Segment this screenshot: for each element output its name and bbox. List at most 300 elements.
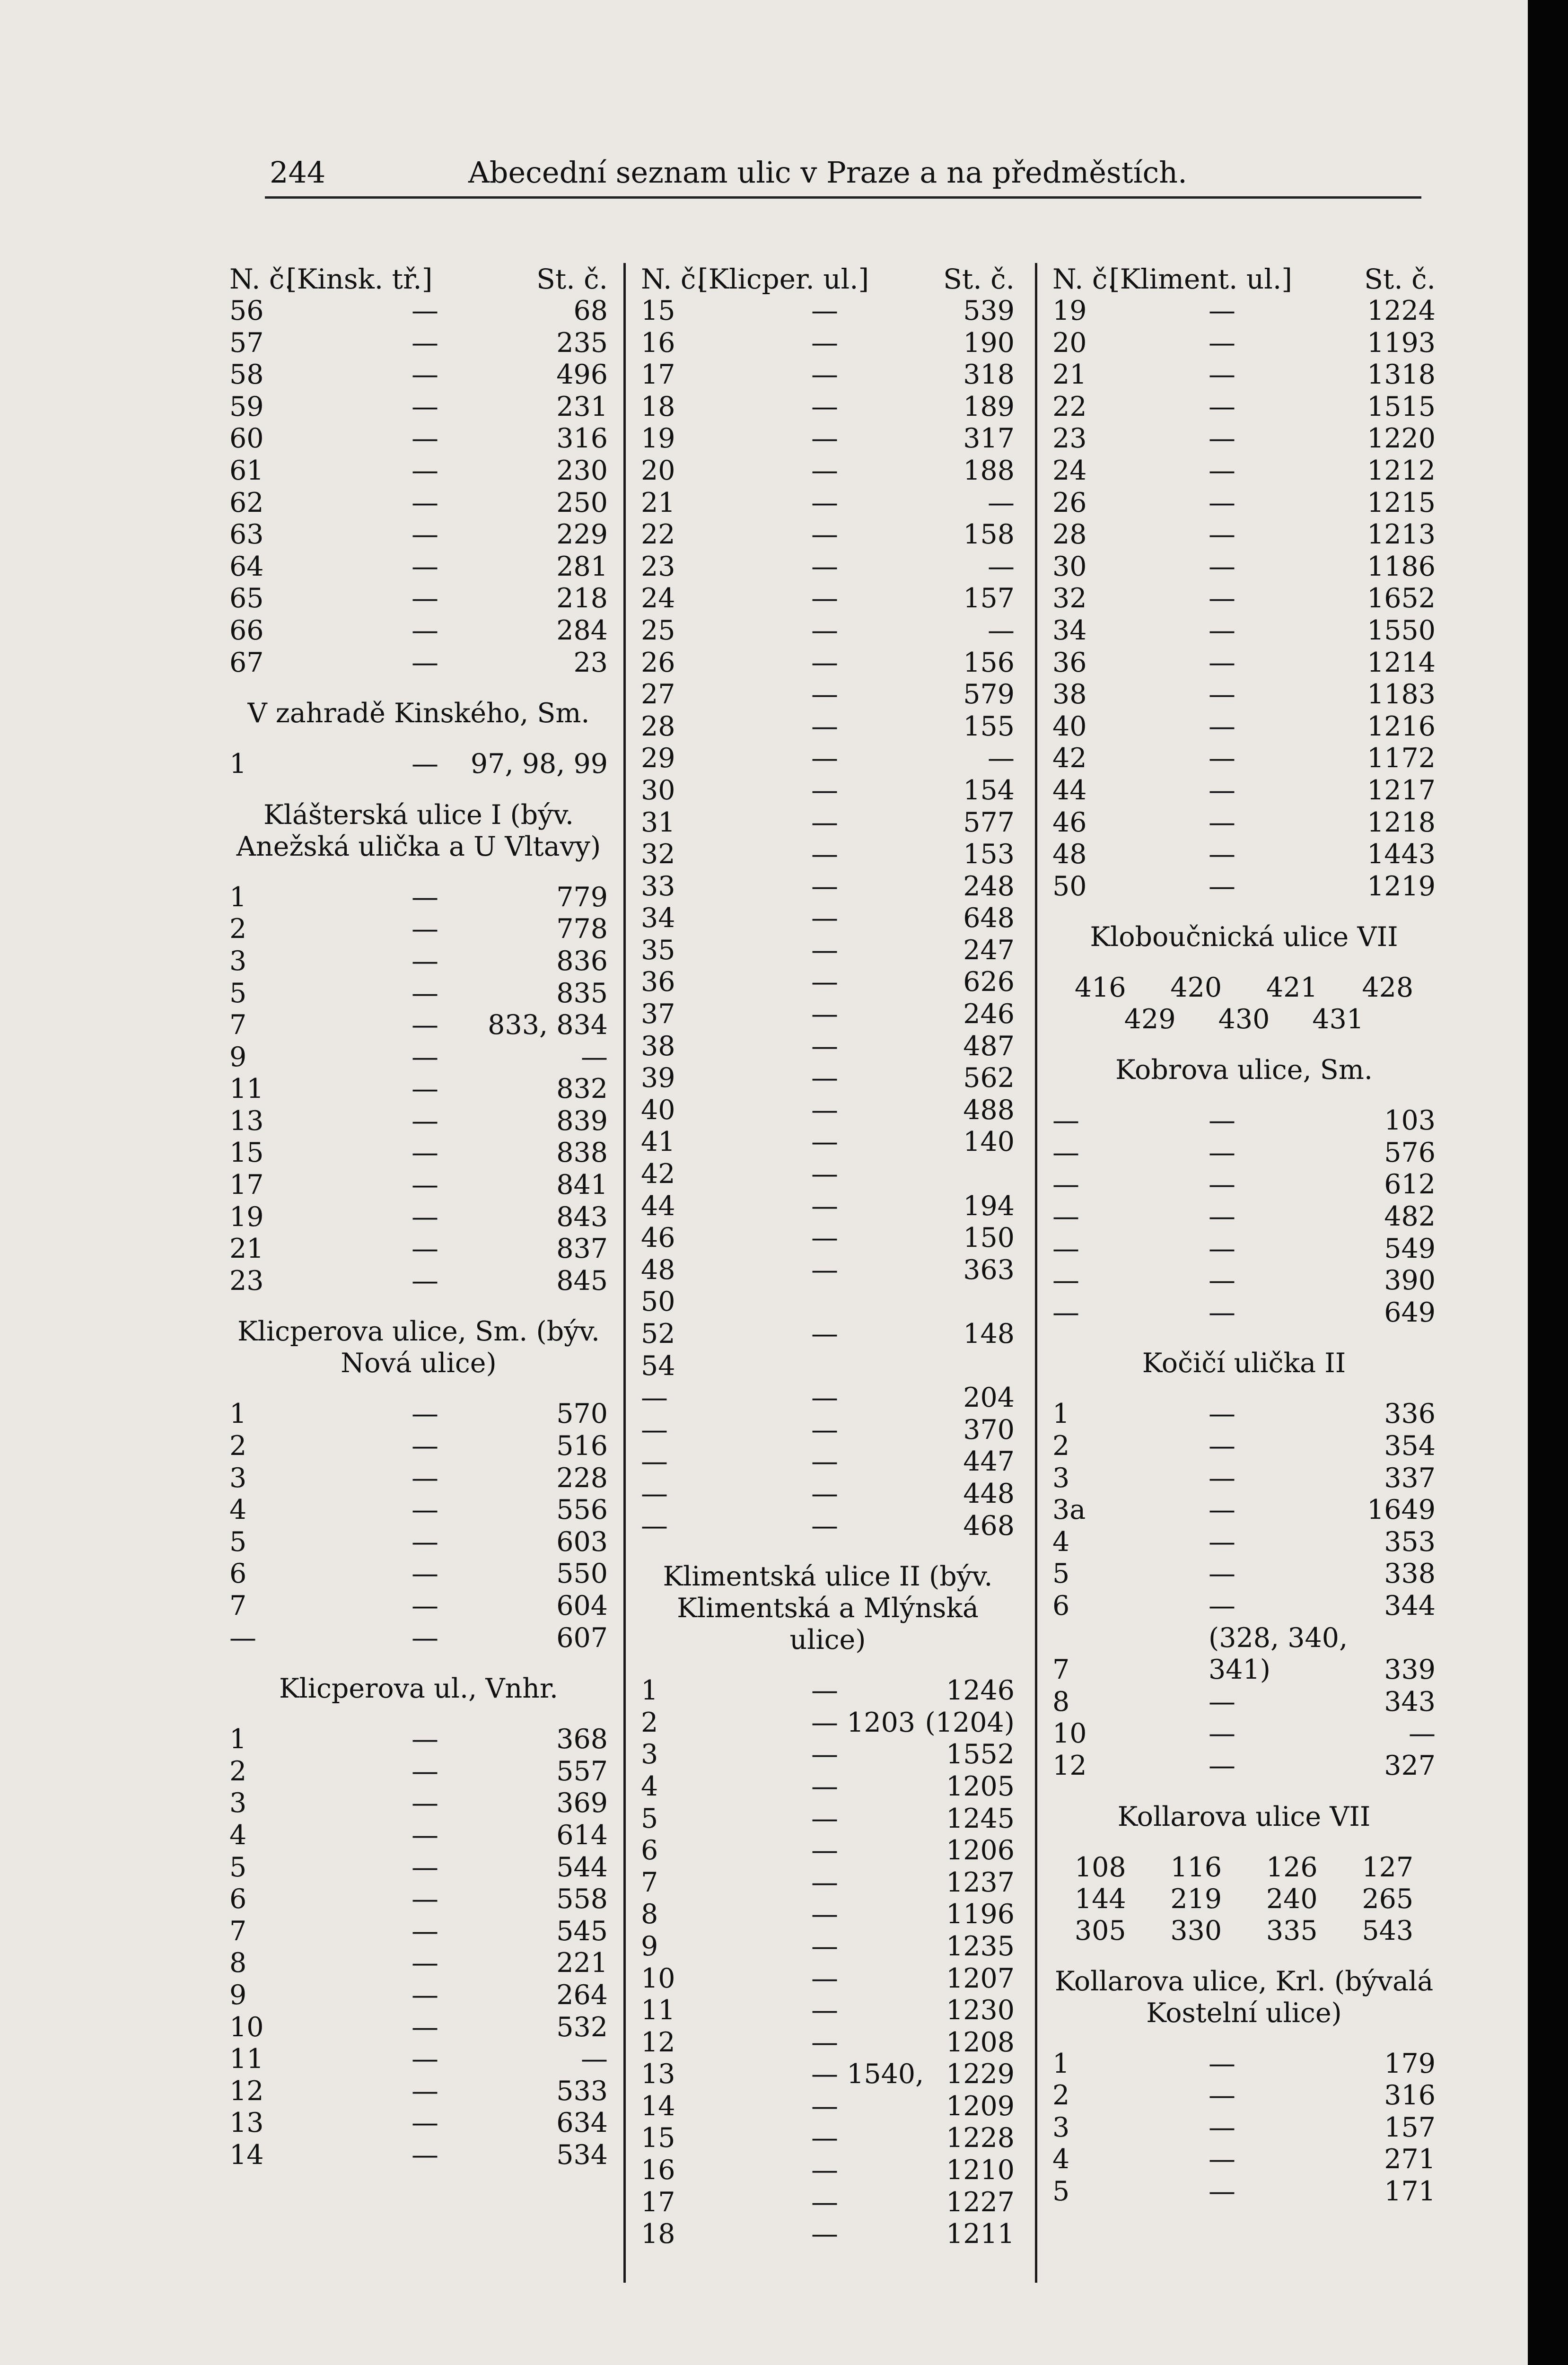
street-number: 218 (556, 583, 608, 614)
street-number: 339 (1384, 1654, 1436, 1686)
separator: — (1209, 1430, 1235, 1462)
separator: — (1209, 839, 1235, 870)
separator: — (412, 913, 438, 945)
spacer (1052, 2029, 1436, 2048)
separator: — (412, 748, 438, 780)
house-number: 3 (229, 1462, 247, 1494)
street-number: 1649 (1367, 1494, 1436, 1526)
house-number: 31 (641, 806, 675, 838)
street-number: 1218 (1367, 806, 1436, 838)
street-number: 544 (556, 1851, 608, 1883)
grid-cell: 108 (1074, 1851, 1126, 1883)
separator: — (1209, 743, 1235, 774)
house-number: — (229, 1622, 256, 1654)
separator: — (412, 519, 438, 551)
spacer (1052, 1086, 1436, 1105)
separator: — (1209, 710, 1235, 742)
house-number: 50 (1052, 870, 1087, 902)
house-number: 7 (229, 1590, 247, 1621)
street-number: 1213 (1367, 519, 1436, 551)
street-number: 607 (556, 1622, 608, 1654)
street-number: 194 (963, 1190, 1015, 1222)
house-number: 10 (641, 1962, 675, 1994)
grid-cell: 430 (1218, 1004, 1270, 1035)
separator: — (412, 1398, 438, 1430)
street-title: Kollarova ulice, Krl. (bývalá Kostelní ulice) (1054, 1965, 1434, 2029)
table-row (229, 1980, 608, 2012)
table-row (229, 1787, 608, 1820)
street-number: — (581, 1041, 608, 1073)
separator: — (1209, 1201, 1235, 1233)
table-row (1052, 1686, 1436, 1718)
header-cell: [Kliment. ul.] (1109, 263, 1292, 295)
table-row (1052, 615, 1436, 647)
separator: — (412, 583, 438, 614)
street-number: 318 (963, 359, 1015, 391)
street-number: 235 (556, 327, 608, 359)
street-number: 603 (556, 1526, 608, 1558)
separator: — (1209, 614, 1235, 646)
table-row (229, 1494, 608, 1526)
street-number: 468 (963, 1510, 1015, 1542)
street-number: 336 (1384, 1398, 1436, 1430)
street-number: 157 (963, 583, 1015, 614)
house-number: 5 (229, 1526, 247, 1558)
house-number: 38 (641, 1030, 675, 1062)
table-row (1052, 295, 1436, 327)
table-row (641, 679, 1015, 711)
house-number: 1 (1052, 2048, 1070, 2079)
street-number: 562 (963, 1062, 1015, 1094)
street-number: 604 (556, 1590, 608, 1621)
house-number: 10 (1052, 1718, 1087, 1750)
street-number: 1206 (946, 1835, 1015, 1866)
separator: — (412, 1009, 438, 1041)
street-number: 204 (963, 1382, 1015, 1414)
table-row (229, 551, 608, 583)
separator: — (412, 1233, 438, 1265)
separator: — (412, 1622, 438, 1654)
separator: — (412, 1169, 438, 1201)
table-row (229, 327, 608, 359)
street-number: — (988, 487, 1015, 518)
street-number: 577 (963, 806, 1015, 838)
house-number: 6 (641, 1835, 658, 1866)
house-number: 3 (1052, 1462, 1070, 1494)
house-number: 27 (641, 679, 675, 710)
street-number: 1186 (1367, 551, 1436, 582)
separator: — (811, 710, 838, 742)
separator: — (811, 1770, 838, 1802)
house-number: 7 (229, 1009, 247, 1041)
separator: — (1209, 774, 1235, 806)
house-number: 57 (229, 327, 264, 359)
separator: — (1209, 1462, 1235, 1494)
house-number: 8 (641, 1899, 658, 1930)
separator: — (412, 1819, 438, 1851)
table-row (229, 1463, 608, 1495)
house-number: 7 (1052, 1654, 1070, 1686)
house-number: 5 (229, 977, 247, 1009)
separator: — (412, 1041, 438, 1073)
table-row (229, 1820, 608, 1852)
street-number: 344 (1384, 1590, 1436, 1621)
street-number: 264 (556, 1979, 608, 2011)
separator: — (412, 359, 438, 391)
separator: — (1209, 647, 1235, 678)
separator: — (1209, 870, 1235, 902)
grid-cell: 265 (1362, 1883, 1414, 1915)
house-number: 60 (229, 423, 264, 455)
number-grid (1052, 1004, 1436, 1035)
house-number: 21 (641, 487, 675, 518)
street-number: 353 (1384, 1526, 1436, 1558)
house-number: 54 (641, 1350, 675, 1382)
table-row (641, 1222, 1015, 1254)
street-number: 1235 (946, 1930, 1015, 1962)
separator: — (811, 774, 838, 806)
street-number: 337 (1384, 1462, 1436, 1494)
house-number: 64 (229, 551, 264, 582)
table-row (229, 2012, 608, 2044)
house-number: 14 (229, 2139, 264, 2171)
separator: — (412, 327, 438, 359)
table-row (641, 1414, 1015, 1446)
street-title: Kobrova ulice, Sm. (1115, 1054, 1373, 1086)
house-number: 3 (641, 1739, 658, 1770)
house-number: 48 (1052, 839, 1087, 870)
street-number: 482 (1384, 1201, 1436, 1233)
table-row (641, 1478, 1015, 1510)
table-row (1052, 551, 1436, 583)
house-number: 22 (1052, 391, 1087, 422)
column-rule (623, 263, 626, 2283)
separator: — (412, 1430, 438, 1462)
separator: — (811, 327, 838, 359)
grid-cell: 421 (1266, 972, 1318, 1004)
street-number: 338 (1384, 1558, 1436, 1590)
separator: — (811, 1254, 838, 1286)
column-2 (641, 263, 1015, 2283)
separator: — (1209, 1296, 1235, 1328)
house-number: 46 (641, 1222, 675, 1254)
house-number: 1 (229, 748, 247, 780)
separator: — (811, 1899, 838, 1930)
house-number: 15 (229, 1137, 264, 1169)
header-cell: St. č. (536, 263, 608, 295)
table-row (229, 1265, 608, 1297)
house-number: — (641, 1382, 668, 1414)
separator: — (412, 423, 438, 455)
separator: — (412, 1558, 438, 1590)
separator: — (412, 2011, 438, 2043)
table-row (641, 295, 1015, 327)
table-row (229, 1724, 608, 1756)
table-row (229, 1398, 608, 1430)
house-number: 7 (229, 1915, 247, 1947)
street-number: 1227 (946, 2186, 1015, 2218)
table-row (641, 935, 1015, 967)
table-row (641, 359, 1015, 391)
separator: — (811, 487, 838, 518)
house-number: 6 (1052, 1590, 1070, 1621)
street-number: 447 (963, 1446, 1015, 1478)
separator: — (412, 614, 438, 646)
street-number: 317 (963, 423, 1015, 455)
grid-cell: 543 (1362, 1915, 1414, 1946)
table-row (229, 1916, 608, 1948)
separator: — (1209, 295, 1235, 326)
house-number: 63 (229, 519, 264, 551)
separator: — (412, 1883, 438, 1915)
table-row (641, 1446, 1015, 1478)
house-number: — (1052, 1201, 1079, 1233)
separator: — (811, 359, 838, 391)
separator: — (811, 2026, 838, 2058)
separator: — (811, 1190, 838, 1222)
spacer (1052, 902, 1436, 921)
table-row (1052, 807, 1436, 839)
street-number: 247 (963, 934, 1015, 966)
table-row (1052, 1718, 1436, 1750)
spacer (1052, 1782, 1436, 1801)
street-number: 363 (963, 1254, 1015, 1286)
separator: — (811, 743, 838, 774)
separator: — (1209, 391, 1235, 422)
street-number: 171 (1384, 2175, 1436, 2207)
house-number: 41 (641, 1126, 675, 1158)
table-header (641, 263, 1015, 295)
table-row (229, 1883, 608, 1916)
table-row (1052, 1398, 1436, 1430)
street-title: Kloboučnická ulice VII (1090, 921, 1398, 953)
separator: — (412, 1265, 438, 1296)
grid-cell: 429 (1124, 1004, 1176, 1035)
street-number: 579 (963, 679, 1015, 710)
table-row (1052, 487, 1436, 519)
street-number: 1443 (1367, 839, 1436, 870)
separator: — (412, 1462, 438, 1494)
street-number: 150 (963, 1222, 1015, 1254)
table-row (1052, 359, 1436, 391)
table-row (641, 1286, 1015, 1318)
separator: — (1209, 2175, 1235, 2207)
street-number: 487 (963, 1030, 1015, 1062)
separator: — (811, 455, 838, 486)
separator: — (811, 1222, 838, 1254)
table-row (641, 1350, 1015, 1383)
street-number: — (988, 551, 1015, 582)
house-number: 10 (229, 2011, 264, 2043)
table-row (1052, 2048, 1436, 2080)
separator: — (1209, 2144, 1235, 2175)
table-row (229, 487, 608, 519)
separator: — 1203 (811, 1707, 916, 1738)
table-row (641, 1062, 1015, 1095)
table-row (229, 1558, 608, 1590)
separator: — (412, 2139, 438, 2171)
house-number: — (1052, 1265, 1079, 1296)
street-number: 549 (1384, 1233, 1436, 1264)
house-number: 40 (1052, 710, 1087, 742)
table-row (1052, 775, 1436, 807)
street-number: 179 (1384, 2048, 1436, 2079)
street-number: 221 (556, 1947, 608, 1979)
street-number: 649 (1384, 1296, 1436, 1328)
table-row (1052, 423, 1436, 455)
street-title: Kollarova ulice VII (1117, 1801, 1371, 1832)
table-row (641, 1867, 1015, 1899)
street-number: 1220 (1367, 423, 1436, 455)
street-number: 838 (556, 1137, 608, 1169)
street-number: 1652 (1367, 583, 1436, 614)
separator: — (1209, 423, 1235, 455)
house-number: 6 (229, 1883, 247, 1915)
separator: — (1209, 2048, 1235, 2079)
house-number: 4 (229, 1819, 247, 1851)
street-number: 1550 (1367, 614, 1436, 646)
table-row (1052, 1590, 1436, 1622)
table-row (1052, 1654, 1436, 1686)
street-number: 836 (556, 945, 608, 977)
house-number: 20 (641, 455, 675, 486)
table-row (229, 1169, 608, 1201)
spacer (229, 1297, 608, 1316)
house-number: 36 (1052, 647, 1087, 678)
house-number: 9 (641, 1930, 658, 1962)
spacer (1052, 1329, 1436, 1348)
table-row (641, 1095, 1015, 1127)
spacer (1052, 1947, 1436, 1966)
table-row (641, 1771, 1015, 1803)
table-row (229, 1526, 608, 1559)
table-row (229, 1009, 608, 1042)
street-number: 648 (963, 902, 1015, 934)
table-row (641, 999, 1015, 1031)
separator: — (412, 977, 438, 1009)
separator: — (1209, 1686, 1235, 1717)
table-row (641, 871, 1015, 903)
house-number: 5 (1052, 1558, 1070, 1590)
house-number: 2 (1052, 2080, 1070, 2111)
separator: — (412, 945, 438, 977)
spacer (229, 1654, 608, 1673)
table-row (1052, 2080, 1436, 2112)
separator: — (412, 1787, 438, 1819)
grid-cell: 335 (1266, 1915, 1318, 1946)
street-number: 1228 (946, 2122, 1015, 2154)
street-number: 228 (556, 1462, 608, 1494)
house-number: 58 (229, 359, 264, 391)
house-number: 5 (641, 1803, 658, 1834)
separator: — (811, 1158, 838, 1190)
house-number: 16 (641, 327, 675, 359)
street-number: 550 (556, 1558, 608, 1590)
separator: — (811, 1414, 838, 1445)
table-row (1052, 1297, 1436, 1329)
house-number: 29 (641, 743, 675, 774)
street-number: 534 (556, 2139, 608, 2171)
street-number: — (581, 2043, 608, 2075)
house-number: 21 (229, 1233, 264, 1265)
house-number: 36 (641, 966, 675, 998)
street-number: 1215 (1367, 487, 1436, 518)
separator: — (412, 487, 438, 518)
table-row (641, 902, 1015, 935)
separator: — (1209, 1718, 1235, 1750)
separator: — (1209, 1750, 1235, 1781)
separator: — (412, 2075, 438, 2107)
table-row (641, 1510, 1015, 1542)
separator: — (811, 423, 838, 455)
header-cell: St. č. (943, 263, 1015, 295)
house-number: 7 (641, 1866, 658, 1898)
separator: — (1209, 1590, 1235, 1621)
table-row (229, 1233, 608, 1265)
street-number: 1229 (946, 2058, 1015, 2090)
house-number: 17 (229, 1169, 264, 1201)
street-title: Klicperova ul., Vnhr. (279, 1673, 559, 1705)
table-row (641, 327, 1015, 359)
separator: — (412, 1755, 438, 1787)
house-number: 2 (229, 1430, 247, 1462)
table-row (1052, 519, 1436, 551)
street-number: 97, 98, 99 (470, 748, 608, 780)
street-number: 271 (1384, 2144, 1436, 2175)
street-number: 316 (556, 423, 608, 455)
separator: — (811, 679, 838, 710)
table-row (641, 615, 1015, 647)
grid-cell: 126 (1266, 1851, 1318, 1883)
page-number: 244 (270, 155, 326, 190)
separator: — (412, 1979, 438, 2011)
house-number: 9 (229, 1979, 247, 2011)
table-row (641, 775, 1015, 807)
street-number: 229 (556, 519, 608, 551)
table-row (641, 711, 1015, 743)
separator: — (412, 1590, 438, 1621)
house-number: 4 (1052, 2144, 1070, 2175)
number-grid (1052, 972, 1436, 1004)
separator: — (412, 2043, 438, 2075)
street-title: Kočičí ulička II (1142, 1348, 1346, 1379)
street-number: 839 (556, 1105, 608, 1137)
house-number: 35 (641, 934, 675, 966)
street-number: 570 (556, 1398, 608, 1430)
house-number: 9 (229, 1041, 247, 1073)
header-cell: N. č. (229, 263, 293, 295)
spacer (1052, 1379, 1436, 1398)
street-number: 157 (1384, 2111, 1436, 2143)
house-number: 11 (641, 1995, 675, 2026)
house-number: 59 (229, 391, 264, 422)
house-number: 42 (1052, 743, 1087, 774)
table-row (229, 748, 608, 780)
house-number: 56 (229, 295, 264, 326)
street-number: 833, 834 (488, 1009, 608, 1041)
street-number: 1209 (946, 2090, 1015, 2122)
table-row (229, 1073, 608, 1105)
street-number: 1515 (1367, 391, 1436, 422)
separator: — (412, 1073, 438, 1105)
house-number: 32 (1052, 583, 1087, 614)
table-row (641, 1931, 1015, 1963)
table-row (1052, 2144, 1436, 2176)
separator: — 1540, (811, 2058, 924, 2090)
table-row (229, 519, 608, 551)
street-number: 835 (556, 977, 608, 1009)
house-number: 23 (641, 551, 675, 582)
